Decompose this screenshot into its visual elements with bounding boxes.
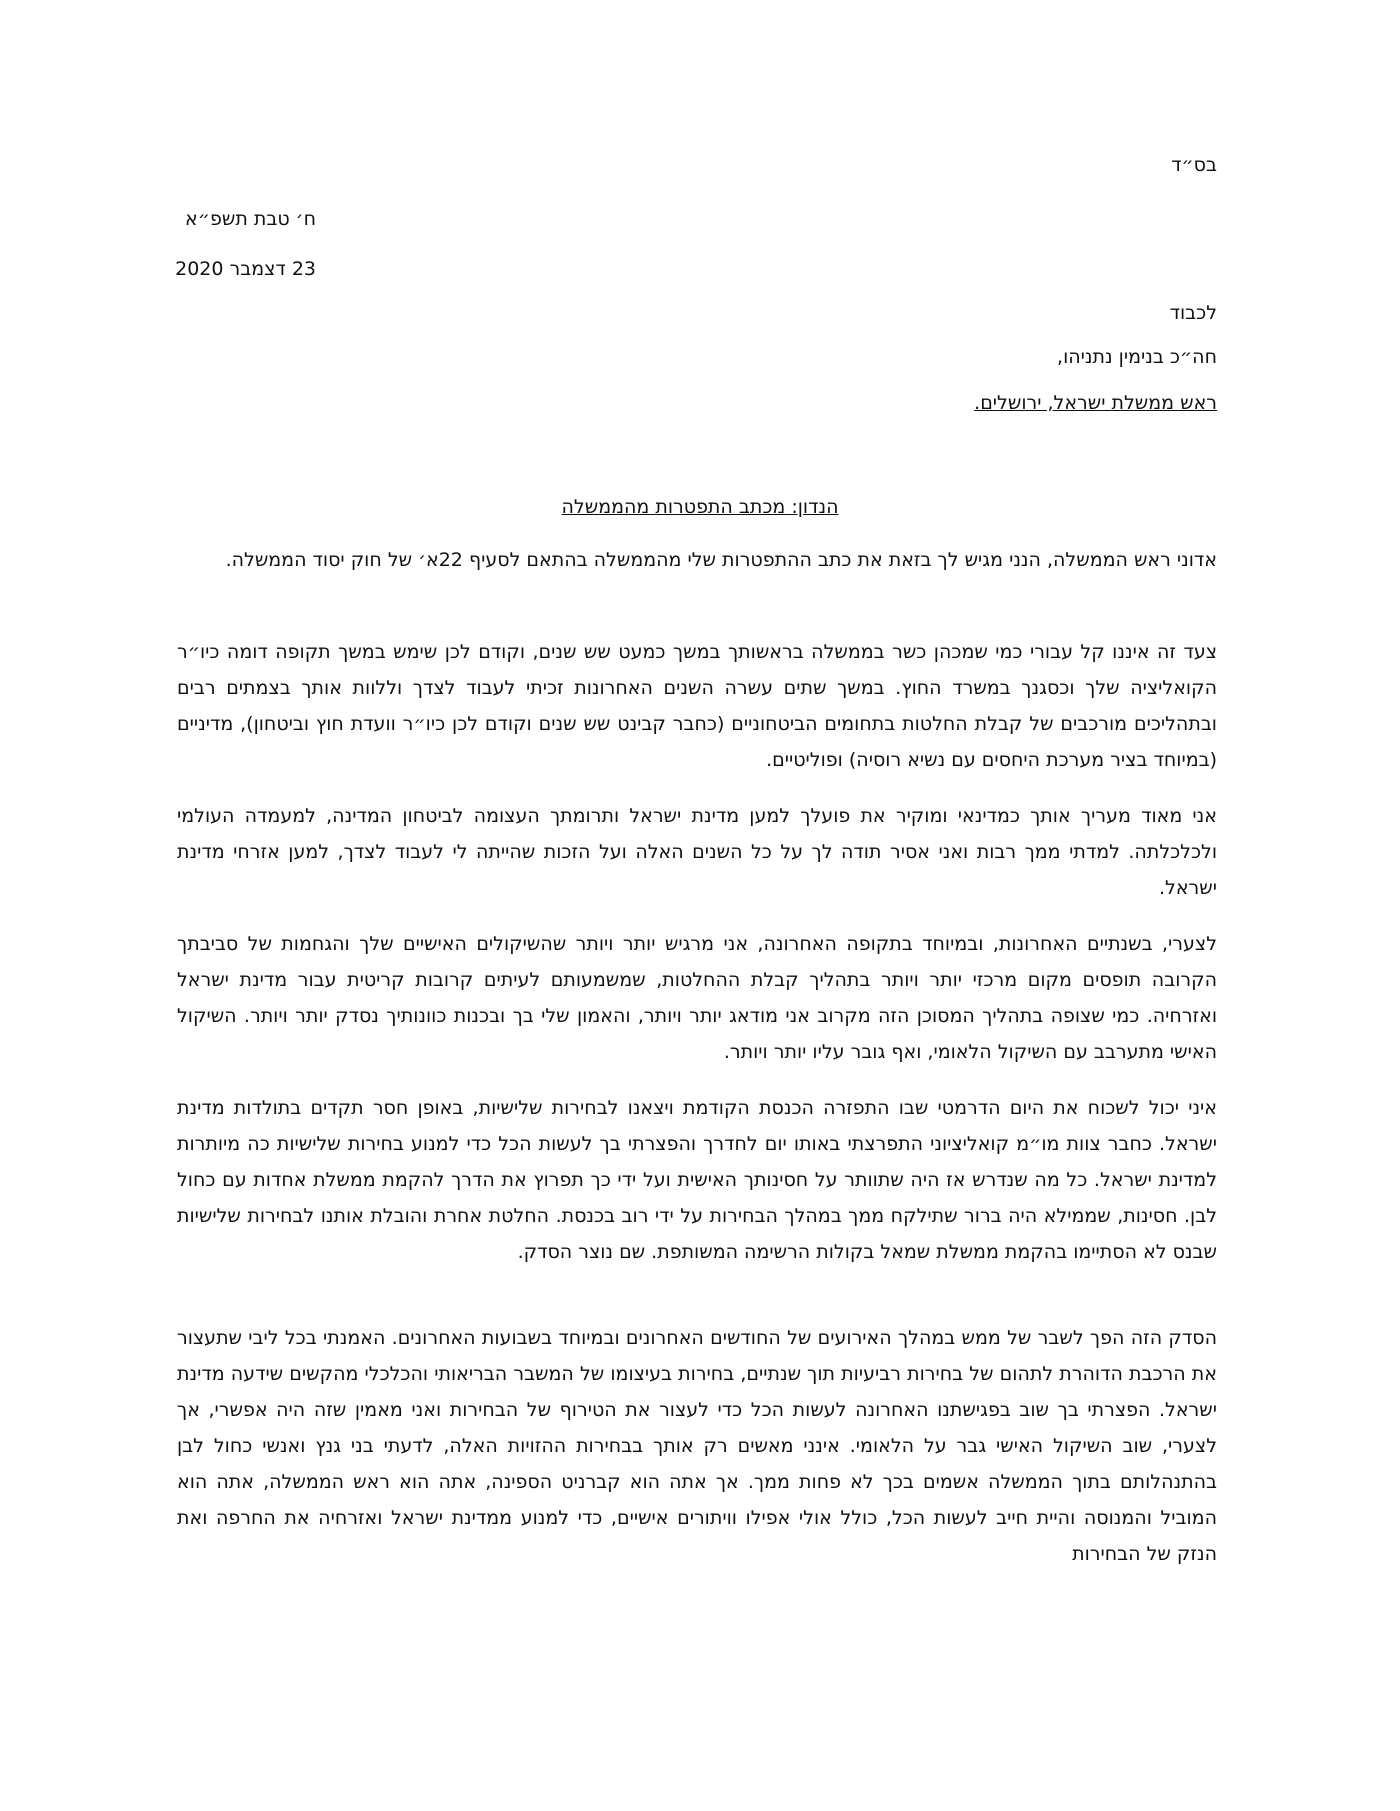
recipient-name: חה״כ בנימין נתניהו, [1057,346,1217,368]
body-paragraph-4: לצערי, בשנתיים האחרונות, ובמיוחד בתקופה האחרונה, אני מרגיש יותר ויותר שהשיקולים האישיים שלך והגחמות של סביבתך הקרובה תופסים מקום מרכזי יותר ויותר בתהליך קבלת ההחלטות, שמשמעותם לעיתים קרובות קריטית עבור מדינת ישראל ואזרחיה. כמי שצופה בתהליך המסוכן הזה מקרוב אני מודאג יותר ויותר, והאמון שלי בך ובכנות כוונותיך נסדק יותר ויותר. השיקול האישי מתערבב עם השיקול הלאומי, ואף גובר עליו יותר ויותר. [177,933,1217,1063]
hebrew-date: ח׳ טבת תשפ״א [185,208,316,230]
body-paragraph-5: איני יכול לשכוח את היום הדרמטי שבו התפזרה הכנסת הקודמת ויצאנו לבחירות שלישיות, באופן חסר תקדים בתולדות מדינת ישראל. כחבר צוות מו״מ קואליציוני התפרצתי באותו יום לחדרך והפצרתי בך לעשות הכל כדי למנוע בחירות שלישיות כה מיותרות למדינת ישראל. כל מה שנדרש אז היה שתוותר על חסינותך האישית ועל ידי כך תפרוץ את הדרך להקמת ממשלת אחדות עם כחול לבן. חסינות, שממילא היה ברור שתילקח ממך במהלך הבחירות על ידי רוב בכנסת. החלטת אחרת והובלת אותנו לבחירות שלישיות שבנס לא הסתיימו בהקמת ממשלת שמאל בקולות הרשימה המשותפת. שם נוצר הסדק. [177,1097,1217,1263]
bsd-mark: בס״ד [1171,154,1217,176]
body-paragraph-2: צעד זה איננו קל עבורי כמי שמכהן כשר בממשלה בראשותך במשך כמעט שש שנים, וקודם לכן שימש במשך תקופה דומה כיו״ר הקואליציה שלך וכסגנך במשרד החוץ. במשך שתים עשרה השנים האחרונות זכיתי לעבוד לצדך וללוות אותך בצמתים רבים ובתהליכים מורכבים של קבלת החלטות בתחומים הביטחוניים (כחבר קבינט שש שנים וקודם לכן כיו״ר וועדת חוץ וביטחון), מדיניים (במיוחד בציר מערכת היחסים עם נשיא רוסיה) ופוליטיים. [177,641,1217,771]
recipient-title: ראש ממשלת ישראל, ירושלים. [974,392,1217,414]
recipient-salutation: לכבוד [1169,302,1217,324]
letter-subject: הנדון: מכתב התפטרות מהממשלה [561,496,839,518]
gregorian-date: 23 דצמבר 2020 [175,258,316,280]
body-paragraph-6: הסדק הזה הפך לשבר של ממש במהלך האירועים של החודשים האחרונים ובמיוחד בשבועות האחרונים. האמנתי בכל ליבי שתעצור את הרכבת הדוהרת לתהום של בחירות רביעיות תוך שנתיים, בחירות בעיצומו של המשבר הבריאותי והכלכלי מהקשים שידעה מדינת ישראל. הפצרתי בך שוב בפגישתנו האחרונה לעשות הכל כדי לעצור את הטירוף של הבחירות ואני מאמין שזה היה אפשרי, אך לצערי, שוב השיקול האישי גבר על הלאומי. אינני מאשים רק אותך בבחירות ההזויות האלה, לדעתי בני גנץ ואנשי כחול לבן בהתנהלותם בתוך הממשלה אשמים בכך לא פחות ממך. אך אתה הוא קברניט הספינה, אתה הוא ראש הממשלה, אתה הוא המוביל והמנוסה והיית חייב לעשות הכל, כולל אולי אפילו וויתורים אישיים, כדי למנוע ממדינת ישראל ואזרחיה את החרפה ואת הנזק של הבחירות [177,1327,1217,1565]
body-paragraph-1: אדוני ראש הממשלה, הנני מגיש לך בזאת את כתב ההתפטרות שלי מהממשלה בהתאם לסעיף 22א׳ של חוק יסוד הממשלה. [225,549,1217,571]
body-paragraph-3: אני מאוד מעריך אותך כמדינאי ומוקיר את פועלך למען מדינת ישראל ותרומתך העצומה לביטחון המדינה, למעמדה העולמי ולכלכלתה. למדתי ממך רבות ואני אסיר תודה לך על כל השנים האלה ועל הזכות שהייתה לי לעבוד לצדך, למען אזרחי מדינת ישראל. [177,805,1217,899]
